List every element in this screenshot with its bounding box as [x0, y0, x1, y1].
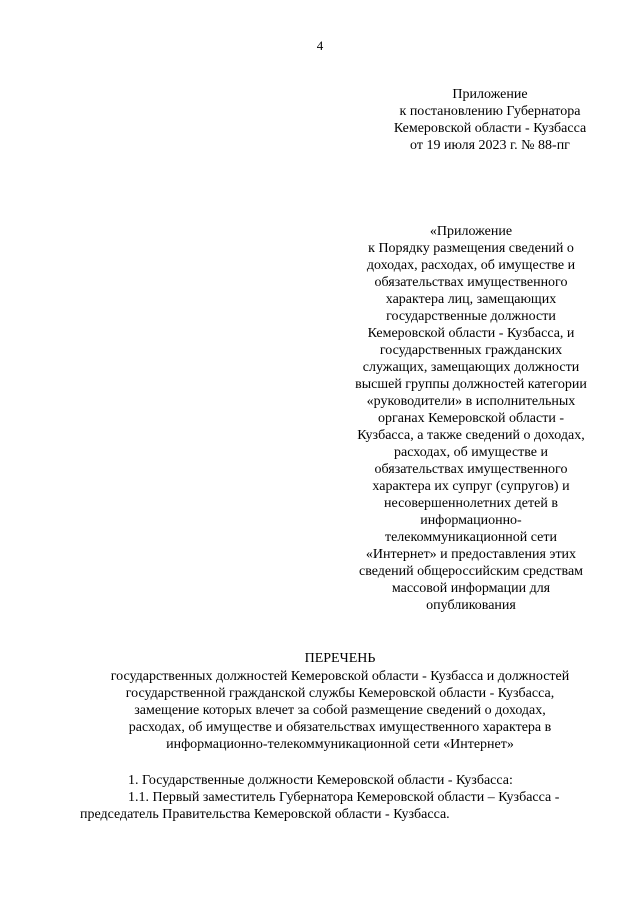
list-title-line: государственной гражданской службы Кемеровской области - Кузбасса,	[125, 686, 555, 701]
prior-appendix-line: характера их супруг (супругов) и	[372, 479, 570, 494]
list-title-line: государственных должностей Кемеровской области - Кузбасса и должностей	[110, 669, 570, 684]
prior-appendix-line: доходах, расходах, об имуществе и	[366, 258, 576, 273]
prior-appendix-reference	[336, 223, 606, 614]
prior-appendix-line: органах Кемеровской области -	[377, 411, 565, 426]
prior-appendix-line: телекоммуникационной сети	[384, 530, 558, 545]
appendix-header	[380, 86, 600, 154]
prior-appendix-line: «Интернет» и предоставления этих	[365, 547, 577, 562]
prior-appendix-line: Кемеровской области - Кузбасса, и	[367, 326, 575, 341]
prior-appendix-line: «Приложение	[429, 224, 513, 239]
prior-appendix-line: сведений общероссийским средствам	[358, 564, 584, 579]
list-heading: ПЕРЕЧЕНЬ	[304, 651, 376, 666]
item-1-1-line-1: 1.1. Первый заместитель Губернатора Кемеровской области – Кузбасса -	[128, 790, 560, 805]
prior-appendix-line: государственные должности	[386, 309, 556, 324]
prior-appendix-line: Кузбасса, а также сведений о доходах,	[357, 428, 585, 443]
prior-appendix-line: опубликования	[426, 598, 516, 613]
prior-appendix-line: служащих, замещающих должности	[362, 360, 580, 375]
item-1-1-line-2: председатель Правительства Кемеровской области - Кузбасса.	[80, 807, 450, 822]
prior-appendix-line: высшей группы должностей категории	[355, 377, 587, 392]
list-title-line: информационно-телекоммуникационной сети «Интернет»	[166, 737, 514, 752]
prior-appendix-line: обязательствах имущественного	[374, 275, 568, 290]
prior-appendix-line: несовершеннолетних детей в	[384, 496, 558, 511]
appendix-header-line: от 19 июля 2023 г. № 88-пг	[410, 138, 570, 153]
section-1-heading: 1. Государственные должности Кемеровской области - Кузбасса:	[128, 773, 513, 788]
page-number: 4	[316, 38, 324, 53]
appendix-header-line: Кемеровской области - Кузбасса	[393, 121, 587, 136]
prior-appendix-line: информационно-	[420, 513, 522, 528]
list-title-line: расходах, об имуществе и обязательствах имущественного характера в	[128, 720, 552, 735]
prior-appendix-line: характера лиц, замещающих	[385, 292, 557, 307]
appendix-header-line: Приложение	[452, 87, 528, 102]
prior-appendix-line: массовой информации для	[391, 581, 551, 596]
prior-appendix-line: обязательствах имущественного	[374, 462, 568, 477]
list-title	[80, 650, 600, 753]
prior-appendix-line: к Порядку размещения сведений о	[368, 241, 574, 256]
prior-appendix-line: государственных гражданских	[379, 343, 563, 358]
list-title-line: замещение которых влечет за собой размещение сведений о доходах,	[134, 703, 546, 718]
prior-appendix-line: «руководители» в исполнительных	[366, 394, 576, 409]
document-body	[80, 772, 590, 823]
appendix-header-line: к постановлению Губернатора	[399, 104, 581, 119]
prior-appendix-line: расходах, об имуществе и	[393, 445, 549, 460]
